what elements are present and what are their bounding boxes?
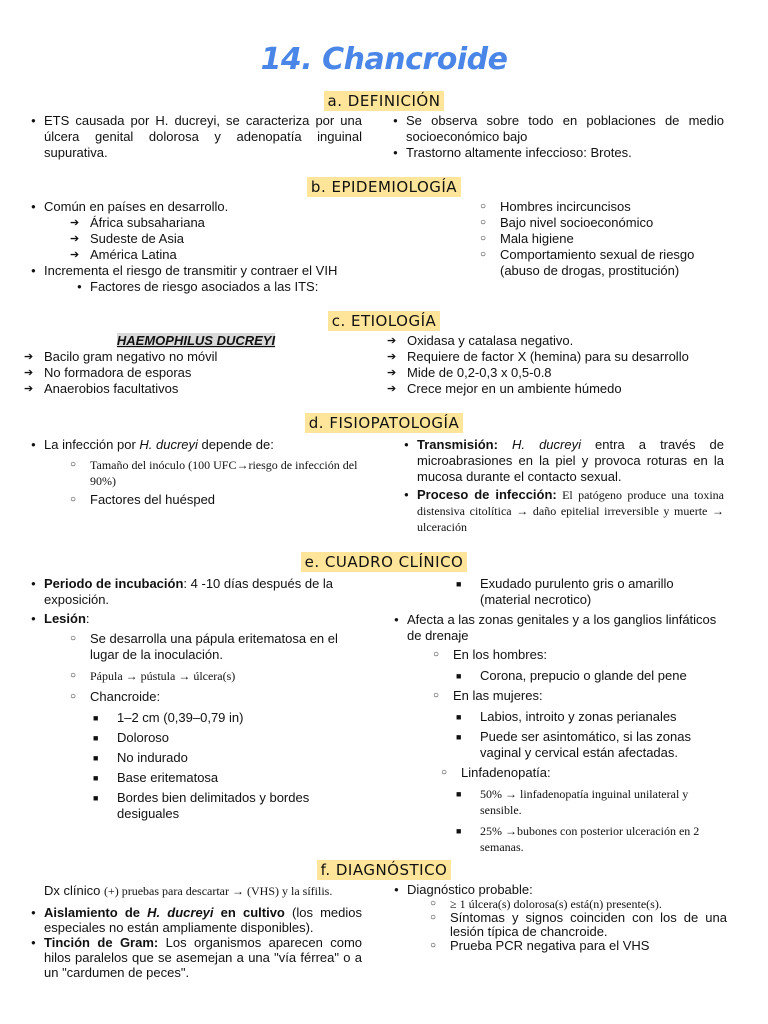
list-item: ■ Labios, introito y zonas perianales [480,709,727,725]
list-item: ○ Bajo nivel socioeconómico [500,215,730,231]
list-item: ➔ Requiere de factor X (hemina) para su desarrollo [407,349,727,365]
list-item: ● Factores de riesgo asociados a las ITS: [90,279,384,295]
list-item: ■ Corona, prepucio o glande del pene [480,668,727,684]
fisiopatologia-left [44,437,362,508]
section-definicion [0,92,768,110]
list-item: ○ Comportamiento sexual de riesgo (abuso de drogas, prostitución) [500,247,730,279]
list-item: ● Se observa sobre todo en poblaciones de medio socioeconómico bajo [406,113,724,145]
section-cuadro-clinico [0,553,768,571]
list-item: ● Común en países en desarrollo. [44,199,384,215]
list-item: ■ 50% → linfadenopatía inguinal unilateral y sensible. [480,786,725,818]
list-item: ➔ Anaerobios facultativos [44,381,362,397]
list-item: ○ Chancroide: [90,689,364,705]
list-item: ● Aislamiento de H. ducreyi en cultivo (los medios especiales no están ampliamente disponibles). [44,905,362,935]
list-item: ○ ≥ 1 úlcera(s) dolorosa(s) está(n) presente(s). [450,897,727,911]
list-item: ➔ Oxidasa y catalasa negativo. [407,333,727,349]
list-item: ■ Exudado purulento gris o amarillo (material necrotico) [480,576,710,608]
epidemiologia-right [500,199,730,279]
section-etiologia [0,312,768,330]
section-heading: c. ETIOLOGÍA [328,311,441,331]
list-item: ■ Bordes bien delimitados y bordes desiguales [117,790,347,822]
definicion-left [44,113,362,161]
diagnostico-right [407,883,727,953]
list-item: ➔ Sudeste de Asia [90,231,384,247]
section-heading: e. CUADRO CLÍNICO [301,552,468,572]
section-heading: d. FISIOPATOLOGÍA [305,413,463,433]
list-item: ■ Doloroso [117,730,364,746]
list-item: ○ Síntomas y signos coinciden con los de una lesión típica de chancroide. [450,911,727,939]
list-item: ○ En los hombres: [453,647,727,663]
list-item: ○ Linfadenopatía: [461,765,727,781]
section-heading: a. DEFINICIÓN [324,91,445,111]
list-item: ○ Pápula → pústula → úlcera(s) [90,668,364,684]
list-item: ○ Tamaño del inóculo (100 UFC→riesgo de infección del 90%) [90,457,362,489]
diagnostico-left [44,883,362,980]
list-item: ○ Prueba PCR negativa para el VHS [450,939,727,953]
list-item: Dx clínico (+) pruebas para descartar → (VHS) y la sífilis. [44,883,333,898]
list-item: ➔ América Latina [90,247,384,263]
list-item: ● Periodo de incubación: 4 -10 días después de la exposición. [44,576,364,608]
section-fisiopatologia [0,414,768,432]
list-item: ● Incrementa el riesgo de transmitir y contraer el VIH [44,263,384,279]
list-item: ○ Factores del huésped [90,492,362,508]
list-item: ■ 25% →bubones con posterior ulceración en 2 semanas. [480,823,725,855]
list-item: ➔ Bacilo gram negativo no móvil [44,349,362,365]
list-item: ● Diagnóstico probable: [407,883,727,897]
cuadro-left [44,576,364,822]
list-item: ■ Puede ser asintomático, si las zonas vaginal y cervical están afectadas. [480,729,725,761]
list-item: ● Lesión: [44,611,364,627]
list-item: ○ En las mujeres: [453,688,727,704]
organism-heading: HAEMOPHILUS DUCREYI [116,333,276,348]
list-item: ● Transmisión: H. ducreyi entra a través de microabrasiones en la piel y provoca roturas en la mucosa durante el contacto sexual. [417,437,724,485]
epidemiologia-left [44,199,384,295]
list-item: ● La infección por H. ducreyi depende de: [44,437,362,453]
etiologia-right [407,333,727,397]
list-item: ■ No indurado [117,750,364,766]
list-item: ○ Se desarrolla una pápula eritematosa en el lugar de la inoculación. [90,631,364,663]
list-item: ○ Hombres incircuncisos [500,199,730,215]
section-heading: b. EPIDEMIOLOGÍA [307,177,461,197]
fisiopatologia-right [417,437,724,535]
section-epidemiologia [0,178,768,196]
definicion-right [406,113,724,161]
list-item: ● Tinción de Gram: Los organismos aparecen como hilos paralelos que se asemejan a una "vía férrea" o a un "cardumen de peces". [44,935,362,980]
page-title: 14. Chancroide [260,42,508,77]
list-item: ● Trastorno altamente infeccioso: Brotes. [406,145,724,161]
list-item: ➔ Crece mejor en un ambiente húmedo [407,381,727,397]
section-diagnostico [0,861,768,879]
list-item: ➔ No formadora de esporas [44,365,362,381]
list-item: ● ETS causada por H. ducreyi, se caracteriza por una úlcera genital dolorosa y adenopatía inguinal supurativa. [44,113,362,161]
list-item: ➔ África subsahariana [90,215,384,231]
section-heading: f. DIAGNÓSTICO [317,860,452,880]
etiologia-left [44,333,362,397]
list-item: ● Proceso de infección: El patógeno produce una toxina distensiva citolítica → daño epitelial irreversible y muerte → ulceración [417,487,724,535]
cuadro-right [407,576,727,855]
list-item: ○ Mala higiene [500,231,730,247]
list-item: ● Afecta a las zonas genitales y a los ganglios linfáticos de drenaje [407,612,727,644]
list-item: ■ 1–2 cm (0,39–0,79 in) [117,710,364,726]
list-item: ■ Base eritematosa [117,770,364,786]
list-item: ➔ Mide de 0,2-0,3 x 0,5-0.8 [407,365,727,381]
